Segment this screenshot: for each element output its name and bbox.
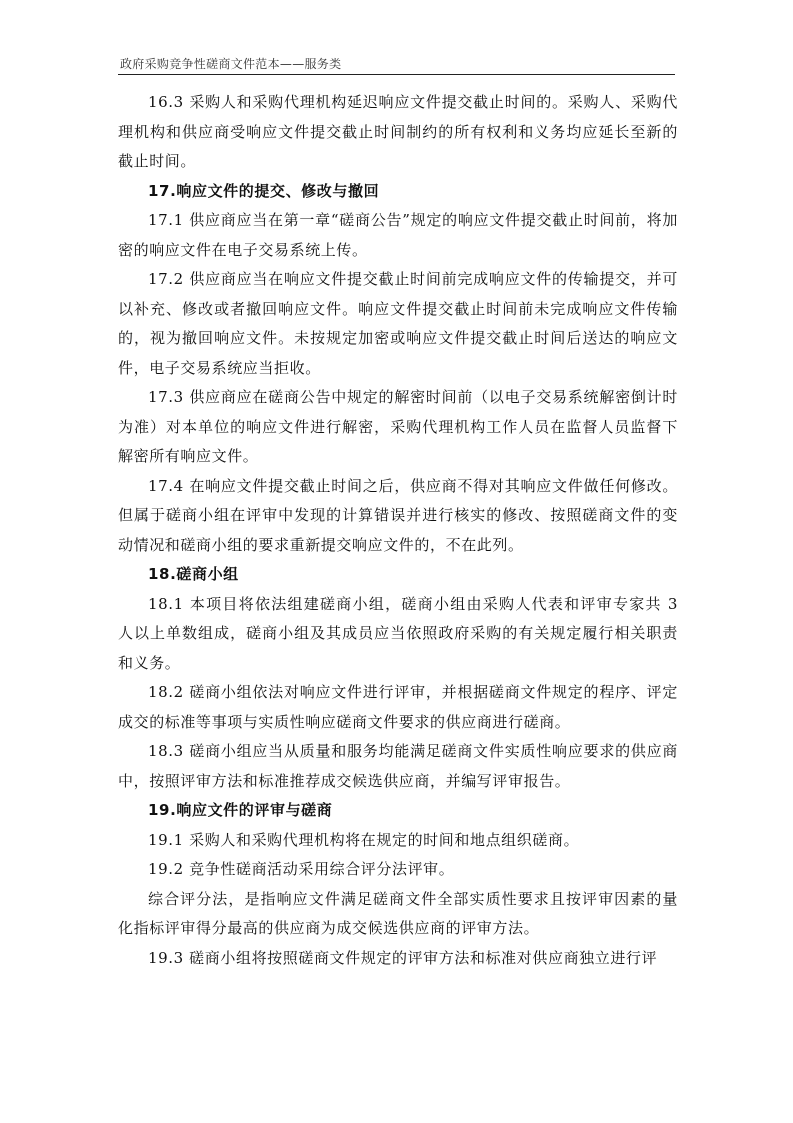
section-19-heading: 19.响应文件的评审与磋商 xyxy=(148,801,333,819)
section-17-heading: 17.响应文件的提交、修改与撤回 xyxy=(148,181,380,200)
para-18-2: 18.2 磋商小组依法对响应文件进行评审，并根据磋商文件规定的程序、评定成交的标准等事项与实质性响应磋商文件要求的供应商进行磋商。 xyxy=(118,683,678,731)
para-17-4: 17.4 在响应文件提交截止时间之后，供应商不得对其响应文件做任何修改。但属于磋商小组在评审中发现的计算错误并进行核实的修改、按照磋商文件的变动情况和磋商小组的要求重新提交响应文件的，不在此列。 xyxy=(118,476,678,554)
para-16-3: 16.3 采购人和采购代理机构延迟响应文件提交截止时间的。采购人、采购代理机构和供应商受响应文件提交截止时间制约的所有权利和义务均应延长至新的截止时间。 xyxy=(118,93,678,170)
para-19-2: 19.2 竞争性磋商活动采用综合评分法评审。 xyxy=(148,860,455,878)
para-17-2: 17.2 供应商应当在响应文件提交截止时间前完成响应文件的传输提交，并可以补充、修改或者撤回响应文件。响应文件提交截止时间前未完成响应文件传输的，视为撤回响应文件。未按规定加密或响应文件提交截止时间后送达的响应文件，电子交易系统应当拒收。 xyxy=(118,270,678,377)
section-18-heading: 18.磋商小组 xyxy=(148,565,239,583)
para-17-1: 17.1 供应商应当在第一章“磋商公告”规定的响应文件提交截止时间前，将加密的响应文件在电子交易系统上传。 xyxy=(118,211,678,259)
document-header-title: 政府采购竞争性磋商文件范本——服务类 xyxy=(120,57,342,71)
para-19-1: 19.1 采购人和采购代理机构将在规定的时间和地点组织磋商。 xyxy=(148,830,580,849)
page-header xyxy=(118,52,675,75)
para-19-2-def: 综合评分法，是指响应文件满足磋商文件全部实质性要求且按评审因素的量化指标评审得分最高的供应商为成交候选供应商的评审方法。 xyxy=(118,889,678,937)
document-body xyxy=(118,88,678,973)
para-18-1: 18.1 本项目将依法组建磋商小组，磋商小组由采购人代表和评审专家共 3 人以上单数组成，磋商小组及其成员应当依照政府采购的有关规定履行相关职责和义务。 xyxy=(118,594,678,672)
para-19-3: 19.3 磋商小组将按照磋商文件规定的评审方法和标准对供应商独立进行评 xyxy=(148,948,658,967)
para-17-3: 17.3 供应商应在磋商公告中规定的解密时间前（以电子交易系统解密倒计时为准）对本单位的响应文件进行解密，采购代理机构工作人员在监督人员监督下解密所有响应文件。 xyxy=(118,388,678,465)
para-18-3: 18.3 磋商小组应当从质量和服务均能满足磋商文件实质性响应要求的供应商中，按照评审方法和标准推荐成交候选供应商，并编写评审报告。 xyxy=(118,742,678,790)
